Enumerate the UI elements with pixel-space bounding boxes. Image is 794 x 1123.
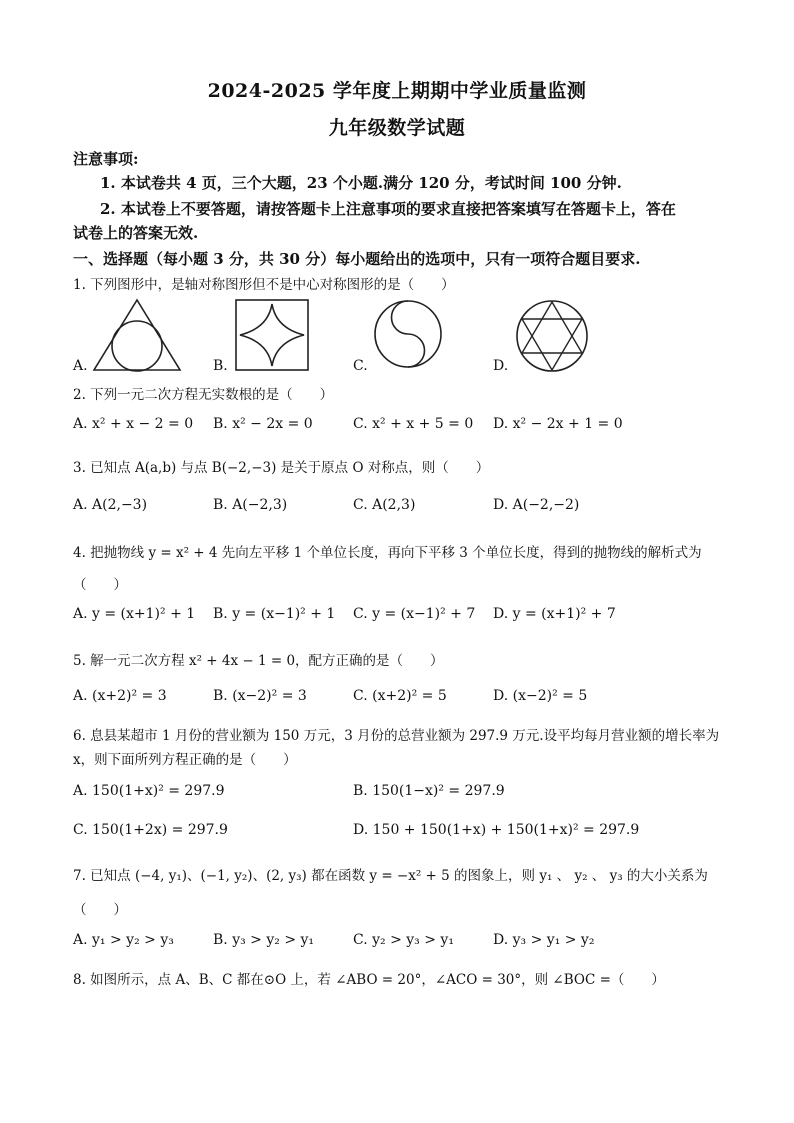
question-7-stem-cont: （ ） xyxy=(73,902,127,918)
question-1-option-b: B. xyxy=(213,358,228,374)
question-7-option-d: D. y₃ > y₁ > y₂ xyxy=(493,932,595,948)
question-7-option-c: C. y₂ > y₃ > y₁ xyxy=(353,932,454,948)
question-6-option-b: B. 150(1−x)² = 297.9 xyxy=(353,783,505,799)
question-4-stem: 4. 把抛物线 y = x² + 4 先向左平移 1 个单位长度，再向下平移 3 个单位长度，得到的抛物线的解析式为 xyxy=(73,545,702,561)
question-5-stem: 5. 解一元二次方程 x² + 4x − 1 = 0，配方正确的是（ ） xyxy=(73,653,444,669)
question-2-option-a: A. x² + x − 2 = 0 xyxy=(73,416,194,432)
question-6-stem: 6. 息县某超市 1 月份的营业额为 150 万元，3 月份的总营业额为 297.9 万元.设平均每月营业额的增长率为 xyxy=(73,728,720,744)
question-4-option-d: D. y = (x+1)² + 7 xyxy=(493,606,616,622)
question-7-stem: 7. 已知点 (−4, y₁)、(−1, y₂)、(2, y₃) 都在函数 y = −x² + 5 的图象上，则 y₁ 、 y₂ 、 y₃ 的大小关系为 xyxy=(73,868,708,884)
notice-item-2-cont: 试卷上的答案无效. xyxy=(73,224,199,242)
question-3-option-d: D. A(−2,−2) xyxy=(493,497,580,513)
question-3-option-c: C. A(2,3) xyxy=(353,497,416,513)
question-8-stem: 8. 如图所示，点 A、B、C 都在⊙O 上，若 ∠ABO = 20°，∠ACO = 30°，则 ∠BOC =（ ） xyxy=(73,972,665,988)
question-4-option-b: B. y = (x−1)² + 1 xyxy=(213,606,336,622)
question-5-option-d: D. (x−2)² = 5 xyxy=(493,688,588,704)
question-7-option-a: A. y₁ > y₂ > y₃ xyxy=(73,932,174,948)
question-1-option-c: C. xyxy=(353,358,368,374)
question-2-stem: 2. 下列一元二次方程无实数根的是（ ） xyxy=(73,387,334,403)
question-2-option-d: D. x² − 2x + 1 = 0 xyxy=(493,416,623,432)
question-6-option-a: A. 150(1+x)² = 297.9 xyxy=(73,783,225,799)
exam-title: 2024-2025 学年度上期期中学业质量监测 xyxy=(207,80,587,102)
exam-subtitle: 九年级数学试题 xyxy=(328,117,466,139)
question-4-option-c: C. y = (x−1)² + 7 xyxy=(353,606,476,622)
section-1-heading: 一、选择题（每小题 3 分，共 30 分）每小题给出的选项中，只有一项符合题目要求. xyxy=(73,250,641,268)
question-3-stem: 3. 已知点 A(a,b) 与点 B(−2,−3) 是关于原点 O 对称点，则（ ） xyxy=(73,460,490,476)
yin-yang-circle-icon xyxy=(372,298,444,370)
square-with-four-point-star-icon xyxy=(234,298,310,372)
question-4-stem-cont: （ ） xyxy=(73,577,127,593)
question-1-option-d: D. xyxy=(493,358,509,374)
question-6-option-d: D. 150 + 150(1+x) + 150(1+x)² = 297.9 xyxy=(353,822,640,838)
question-5-option-a: A. (x+2)² = 3 xyxy=(73,688,167,704)
question-4-option-a: A. y = (x+1)² + 1 xyxy=(73,606,196,622)
notice-heading: 注意事项: xyxy=(73,150,139,168)
question-2-option-b: B. x² − 2x = 0 xyxy=(213,416,313,432)
notice-item-2: 2. 本试卷上不要答题，请按答题卡上注意事项的要求直接把答案填写在答题卡上，答在 xyxy=(100,200,676,218)
question-5-option-b: B. (x−2)² = 3 xyxy=(213,688,307,704)
question-6-stem-cont: x，则下面所列方程正确的是（ ） xyxy=(73,752,297,768)
question-3-option-a: A. A(2,−3) xyxy=(73,497,148,513)
question-3-option-b: B. A(−2,3) xyxy=(213,497,288,513)
question-2-option-c: C. x² + x + 5 = 0 xyxy=(353,416,474,432)
question-1-option-a: A. xyxy=(73,358,88,374)
question-6-option-c: C. 150(1+2x) = 297.9 xyxy=(73,822,228,838)
question-7-option-b: B. y₃ > y₂ > y₁ xyxy=(213,932,315,948)
question-1-stem: 1. 下列图形中，是轴对称图形但不是中心对称图形的是（ ） xyxy=(73,277,455,293)
notice-item-1: 1. 本试卷共 4 页，三个大题，23 个小题.满分 120 分，考试时间 100 分钟. xyxy=(100,174,622,192)
hexagram-in-circle-icon xyxy=(514,298,590,374)
triangle-with-circle-icon xyxy=(92,298,182,374)
question-5-option-c: C. (x+2)² = 5 xyxy=(353,688,447,704)
